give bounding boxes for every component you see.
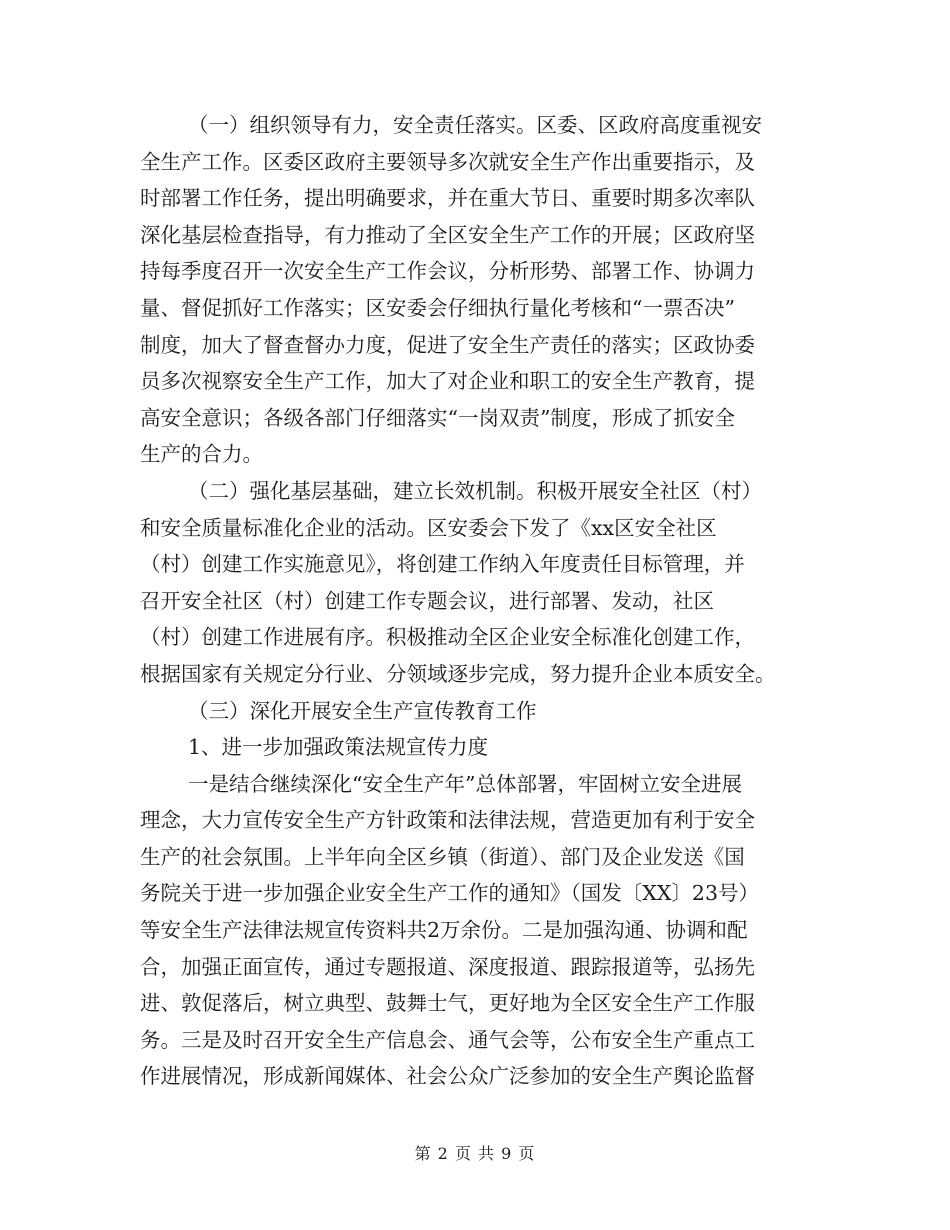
text-line: 一是结合继续深化“安全生产年”总体部署，牢固树立安全进展	[188, 771, 742, 796]
text-line: 制度，加大了督查督办力度，促进了安全生产责任的落实；区政协委	[140, 332, 755, 357]
text-line: 时部署工作任务，提出明确要求，并在重大节日、重要时期多次率队	[140, 186, 755, 211]
text-line: 员多次视察安全生产工作，加大了对企业和职工的安全生产教育，提	[140, 369, 755, 394]
document-body	[140, 107, 808, 1095]
text-line: （二）强化基层基础，建立长效机制。积极开展安全社区（村）	[188, 478, 762, 503]
text-line: 务院关于进一步加强企业安全生产工作的通知》（国发〔XX〕23号）	[140, 881, 760, 906]
text-line: 1、进一步加强政策法规宣传力度	[188, 735, 489, 760]
text-line: 深化基层检查指导，有力推动了全区安全生产工作的开展；区政府坚	[140, 222, 755, 247]
text-line: 量、督促抓好工作落实；区安委会仔细执行量化考核和“一票否决”	[140, 295, 735, 320]
page-footer	[0, 1143, 950, 1165]
text-line: 合，加强正面宣传，通过专题报道、深度报道、跟踪报道等，弘扬先	[140, 954, 755, 979]
page-number: 第 2 页 共 9 页	[414, 1144, 536, 1163]
text-line: 生产的社会氛围。上半年向全区乡镇（街道）、部门及企业发送《国	[140, 844, 745, 869]
text-line: 根据国家有关规定分行业、分领域逐步完成，努力提升企业本质安全。	[140, 661, 776, 686]
text-line: 作进展情况，形成新闻媒体、社会公众广泛参加的安全生产舆论监督	[140, 1064, 755, 1089]
text-line: （村）创建工作实施意见》，将创建工作纳入年度责任目标管理，并	[140, 552, 745, 577]
text-line: 全生产工作。区委区政府主要领导多次就安全生产作出重要指示，及	[140, 149, 755, 174]
text-line: 生产的合力。	[140, 442, 263, 467]
text-line: （一）组织领导有力，安全责任落实。区委、区政府高度重视安	[188, 113, 762, 137]
text-line: 高安全意识；各级各部门仔细落实“一岗双责”制度，形成了抓安全	[140, 405, 735, 430]
text-line: 理念，大力宣传安全生产方针政策和法律法规，营造更加有利于安全	[140, 808, 755, 833]
text-line: 持每季度召开一次安全生产工作会议，分析形势、部署工作、协调力	[140, 259, 755, 284]
text-line: 召开安全社区（村）创建工作专题会议，进行部署、发动，社区	[140, 588, 714, 613]
text-line: 务。三是及时召开安全生产信息会、通气会等，公布安全生产重点工	[140, 1027, 755, 1052]
text-line: （村）创建工作进展有序。积极推动全区企业安全标准化创建工作，	[140, 625, 755, 650]
text-line: （三）深化开展安全生产宣传教育工作	[188, 698, 537, 723]
text-line: 进、敦促落后，树立典型、鼓舞士气，更好地为全区安全生产工作服	[140, 991, 755, 1016]
text-line: 等安全生产法律法规宣传资料共2万余份。二是加强沟通、协调和配	[140, 918, 748, 943]
text-line: 和安全质量标准化企业的活动。区安委会下发了《xx区安全社区	[140, 515, 717, 540]
